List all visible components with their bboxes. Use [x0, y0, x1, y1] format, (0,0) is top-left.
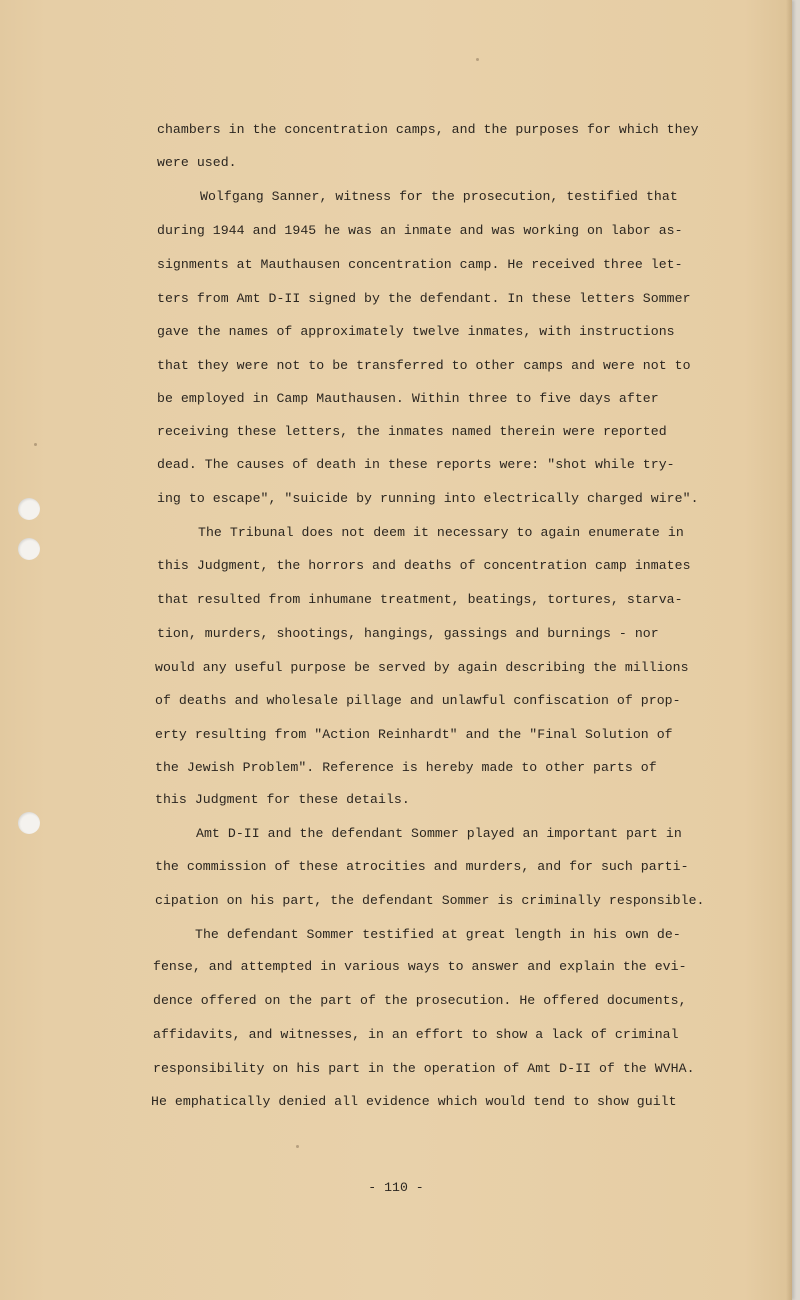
- text-line: ing to escape", "suicide by running into electrically charged wire".: [157, 491, 699, 506]
- text-line: He emphatically denied all evidence which would tend to show guilt: [151, 1094, 677, 1109]
- text-line: responsibility on his part in the operation of Amt D-II of the WVHA.: [153, 1061, 695, 1076]
- text-line: erty resulting from "Action Reinhardt" and the "Final Solution of: [155, 727, 673, 742]
- text-line: receiving these letters, the inmates named therein were reported: [157, 424, 667, 439]
- text-line: this Judgment, the horrors and deaths of concentration camp inmates: [157, 558, 691, 573]
- text-line: Amt D-II and the defendant Sommer played an important part in: [196, 826, 682, 841]
- text-line: tion, murders, shootings, hangings, gassings and burnings - nor: [157, 626, 659, 641]
- text-line: during 1944 and 1945 he was an inmate and was working on labor as-: [157, 223, 683, 238]
- text-line: that resulted from inhumane treatment, beatings, tortures, starva-: [157, 592, 683, 607]
- text-line: fense, and attempted in various ways to answer and explain the evi-: [153, 959, 687, 974]
- text-line: be employed in Camp Mauthausen. Within three to five days after: [157, 391, 659, 406]
- text-line: the commission of these atrocities and murders, and for such parti-: [155, 859, 689, 874]
- text-line: would any useful purpose be served by again describing the millions: [155, 660, 689, 675]
- text-line: signments at Mauthausen concentration camp. He received three let-: [157, 257, 683, 272]
- text-line: this Judgment for these details.: [155, 792, 410, 807]
- text-line: The Tribunal does not deem it necessary to again enumerate in: [198, 525, 684, 540]
- text-line: the Jewish Problem". Reference is hereby made to other parts of: [155, 760, 657, 775]
- text-line: dence offered on the part of the prosecution. He offered documents,: [153, 993, 687, 1008]
- text-line: gave the names of approximately twelve inmates, with instructions: [157, 324, 675, 339]
- text-line: that they were not to be transferred to other camps and were not to: [157, 358, 691, 373]
- text-line: were used.: [157, 155, 237, 170]
- text-line: chambers in the concentration camps, and the purposes for which they: [157, 122, 699, 137]
- text-line: dead. The causes of death in these reports were: "shot while try-: [157, 457, 675, 472]
- text-line: ters from Amt D-II signed by the defendant. In these letters Sommer: [157, 291, 691, 306]
- text-line: affidavits, and witnesses, in an effort to show a lack of criminal: [153, 1027, 679, 1042]
- text-line: of deaths and wholesale pillage and unlawful confiscation of prop-: [155, 693, 681, 708]
- text-line: Wolfgang Sanner, witness for the prosecution, testified that: [200, 189, 678, 204]
- text-line: cipation on his part, the defendant Sommer is criminally responsible.: [155, 893, 705, 908]
- page-number: - 110 -: [368, 1180, 424, 1195]
- text-line: The defendant Sommer testified at great length in his own de-: [195, 927, 681, 942]
